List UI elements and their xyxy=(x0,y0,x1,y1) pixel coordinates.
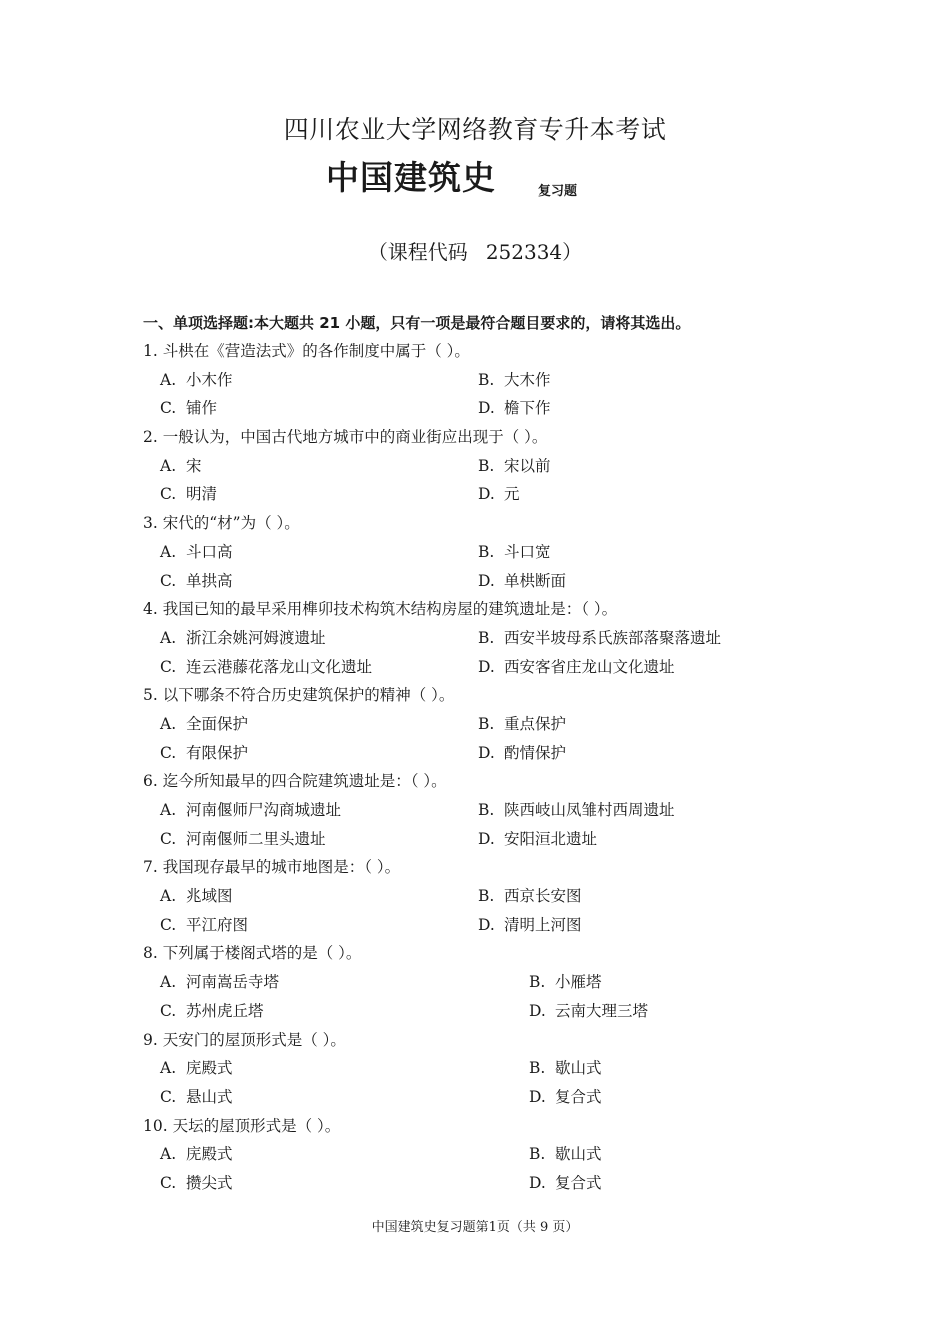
answer-option xyxy=(478,796,675,825)
option-text: 浙江余姚河姆渡遗址 xyxy=(186,628,326,647)
answer-option xyxy=(160,796,341,825)
answer-option xyxy=(160,1140,233,1169)
answer-option xyxy=(478,653,675,682)
course-code-number: 252334） xyxy=(485,240,583,264)
option-row xyxy=(143,567,823,596)
answer-option xyxy=(478,538,551,567)
option-letter: A. xyxy=(160,973,177,992)
answer-option xyxy=(478,710,566,739)
option-letter: D. xyxy=(478,399,495,418)
option-text: 西安半坡母系氏族部落聚落遗址 xyxy=(504,628,722,647)
option-letter: A. xyxy=(160,1145,177,1164)
university-title: 四川农业大学网络教育专升本考试 xyxy=(283,115,667,144)
question-list xyxy=(143,337,823,1198)
option-letter: B. xyxy=(478,628,495,647)
option-text: 歇山式 xyxy=(555,1145,602,1164)
question-stem: 9. 天安门的屋顶形式是（ ）。 xyxy=(143,1030,346,1049)
answer-option xyxy=(160,624,326,653)
option-text: 重点保护 xyxy=(504,714,567,733)
answer-option xyxy=(478,739,566,768)
option-text: 宋以前 xyxy=(504,456,551,475)
option-row xyxy=(143,997,823,1026)
answer-option xyxy=(160,394,217,423)
option-text: 云南大理三塔 xyxy=(555,1001,649,1020)
option-letter: B. xyxy=(529,973,546,992)
option-text: 连云港藤花落龙山文化遗址 xyxy=(186,657,373,676)
option-text: 小木作 xyxy=(186,370,233,389)
option-row xyxy=(143,366,823,395)
option-letter: D. xyxy=(478,485,495,504)
option-text: 西安客省庄龙山文化遗址 xyxy=(504,657,675,676)
answer-option xyxy=(478,911,582,940)
answer-option xyxy=(160,653,372,682)
option-text: 庑殿式 xyxy=(186,1145,233,1164)
course-subtitle: 复习题 xyxy=(538,184,578,199)
option-letter: C. xyxy=(160,915,177,934)
question-stem: 1. 斗栱在《营造法式》的各作制度中属于（ ）。 xyxy=(143,342,470,360)
option-letter: C. xyxy=(160,829,177,848)
course-code xyxy=(0,236,950,265)
answer-option xyxy=(160,825,326,854)
option-letter: B. xyxy=(478,370,495,389)
option-text: 单拱高 xyxy=(186,571,233,590)
option-text: 斗口高 xyxy=(186,542,233,561)
answer-option xyxy=(160,1083,233,1112)
option-row xyxy=(143,653,823,682)
option-row xyxy=(143,882,823,911)
option-row xyxy=(143,739,823,768)
option-letter: D. xyxy=(529,1173,546,1192)
answer-option xyxy=(529,997,648,1026)
option-letter: D. xyxy=(478,657,495,676)
option-text: 陕西岐山凤雏村西周遗址 xyxy=(504,801,675,819)
option-text: 清明上河图 xyxy=(504,915,582,934)
option-text: 铺作 xyxy=(186,399,218,418)
question-item xyxy=(143,1112,823,1198)
answer-option xyxy=(160,538,233,567)
option-letter: B. xyxy=(529,1059,546,1078)
answer-option xyxy=(160,968,279,997)
question-item xyxy=(143,939,823,1025)
option-letter: C. xyxy=(160,485,177,504)
option-text: 安阳洹北遗址 xyxy=(504,829,598,848)
option-text: 明清 xyxy=(186,485,218,504)
answer-option xyxy=(478,825,597,854)
answer-option xyxy=(478,480,520,509)
answer-option xyxy=(160,882,233,911)
question-item xyxy=(143,509,823,595)
option-text: 大木作 xyxy=(504,370,551,389)
option-text: 单栱断面 xyxy=(504,571,567,590)
option-letter: D. xyxy=(478,829,495,848)
option-letter: D. xyxy=(478,571,495,590)
option-letter: A. xyxy=(160,542,177,561)
answer-option xyxy=(160,567,233,596)
answer-option xyxy=(529,1054,602,1083)
question-stem: 6. 迄今所知最早的四合院建筑遗址是：（ ）。 xyxy=(143,772,447,791)
answer-option xyxy=(529,1169,602,1198)
question-stem: 10. 天坛的屋顶形式是（ ）。 xyxy=(143,1116,341,1135)
question-item xyxy=(143,337,823,423)
option-row xyxy=(143,1140,823,1169)
option-text: 元 xyxy=(504,485,520,504)
answer-option xyxy=(160,710,248,739)
option-text: 河南偃师二里头遗址 xyxy=(186,829,326,848)
answer-option xyxy=(160,739,248,768)
option-text: 全面保护 xyxy=(186,714,249,733)
answer-option xyxy=(160,997,264,1026)
option-letter: D. xyxy=(529,1001,546,1020)
option-letter: C. xyxy=(160,399,177,418)
option-text: 庑殿式 xyxy=(186,1059,233,1078)
option-letter: B. xyxy=(478,801,495,819)
option-letter: D. xyxy=(478,915,495,934)
question-item xyxy=(143,853,823,939)
option-text: 西京长安图 xyxy=(504,887,582,906)
answer-option xyxy=(529,1140,602,1169)
question-stem: 7. 我国现存最早的城市地图是：（ ）。 xyxy=(143,858,401,877)
option-row xyxy=(143,796,823,825)
answer-option xyxy=(478,394,551,423)
option-text: 复合式 xyxy=(555,1173,602,1192)
option-letter: C. xyxy=(160,571,177,590)
option-row xyxy=(143,825,823,854)
option-letter: A. xyxy=(160,456,177,475)
question-item xyxy=(143,1026,823,1112)
option-letter: B. xyxy=(478,542,495,561)
option-text: 攒尖式 xyxy=(186,1173,233,1192)
answer-option xyxy=(529,1083,602,1112)
answer-option xyxy=(529,968,602,997)
question-item xyxy=(143,767,823,853)
question-item xyxy=(143,681,823,767)
option-text: 悬山式 xyxy=(186,1087,233,1106)
option-text: 兆域图 xyxy=(186,887,233,906)
option-letter: D. xyxy=(529,1087,546,1106)
option-letter: A. xyxy=(160,628,177,647)
question-item xyxy=(143,595,823,681)
option-text: 小雁塔 xyxy=(555,973,602,992)
option-row xyxy=(143,710,823,739)
option-row xyxy=(143,394,823,423)
option-text: 河南嵩岳寺塔 xyxy=(186,973,280,992)
answer-option xyxy=(478,624,721,653)
option-row xyxy=(143,624,823,653)
answer-option xyxy=(160,452,202,481)
option-text: 酌情保护 xyxy=(504,743,567,762)
option-letter: B. xyxy=(478,714,495,733)
answer-option xyxy=(160,366,233,395)
option-letter: D. xyxy=(478,743,495,762)
option-text: 宋 xyxy=(186,456,202,475)
option-letter: C. xyxy=(160,657,177,676)
option-text: 河南偃师尸沟商城遗址 xyxy=(186,801,342,819)
answer-option xyxy=(160,1169,233,1198)
question-stem: 3. 宋代的“材”为（ ）。 xyxy=(143,514,300,533)
course-code-label: （课程代码 xyxy=(367,240,468,264)
option-text: 平江府图 xyxy=(186,915,249,934)
option-text: 歇山式 xyxy=(555,1059,602,1078)
option-letter: A. xyxy=(160,714,177,733)
answer-option xyxy=(160,480,217,509)
option-letter: B. xyxy=(478,456,495,475)
course-title: 中国建筑史 xyxy=(326,158,496,197)
option-text: 斗口宽 xyxy=(504,542,551,561)
option-letter: B. xyxy=(478,887,495,906)
option-letter: A. xyxy=(160,370,177,389)
option-row xyxy=(143,1054,823,1083)
answer-option xyxy=(160,911,248,940)
option-letter: A. xyxy=(160,1059,177,1078)
option-row xyxy=(143,1169,823,1198)
option-text: 檐下作 xyxy=(504,399,551,418)
answer-option xyxy=(478,366,551,395)
option-row xyxy=(143,452,823,481)
option-letter: C. xyxy=(160,743,177,762)
answer-option xyxy=(478,567,566,596)
option-letter: C. xyxy=(160,1001,177,1020)
question-item xyxy=(143,423,823,509)
option-text: 有限保护 xyxy=(186,743,249,762)
option-letter: A. xyxy=(160,801,177,819)
question-stem: 8. 下列属于楼阁式塔的是（ ）。 xyxy=(143,944,362,963)
option-row xyxy=(143,480,823,509)
option-letter: C. xyxy=(160,1173,177,1192)
answer-option xyxy=(160,1054,233,1083)
answer-option xyxy=(478,452,551,481)
option-row xyxy=(143,1083,823,1112)
question-stem: 5. 以下哪条不符合历史建筑保护的精神（ ）。 xyxy=(143,686,455,705)
question-stem: 2. 一般认为，中国古代地方城市中的商业街应出现于（ ）。 xyxy=(143,428,548,447)
option-text: 复合式 xyxy=(555,1087,602,1106)
section-heading: 一、单项选择题:本大题共 21 小题，只有一项是最符合题目要求的，请将其选出。 xyxy=(143,314,691,332)
option-letter: B. xyxy=(529,1145,546,1164)
option-row xyxy=(143,968,823,997)
option-row xyxy=(143,911,823,940)
option-text: 苏州虎丘塔 xyxy=(186,1001,264,1020)
page-footer: 中国建筑史复习题第1页（共 9 页） xyxy=(371,1220,579,1235)
option-letter: A. xyxy=(160,887,177,906)
question-stem: 4. 我国已知的最早采用榫卯技术构筑木结构房屋的建筑遗址是：（ ）。 xyxy=(143,600,618,619)
option-letter: C. xyxy=(160,1087,177,1106)
answer-option xyxy=(478,882,582,911)
option-row xyxy=(143,538,823,567)
